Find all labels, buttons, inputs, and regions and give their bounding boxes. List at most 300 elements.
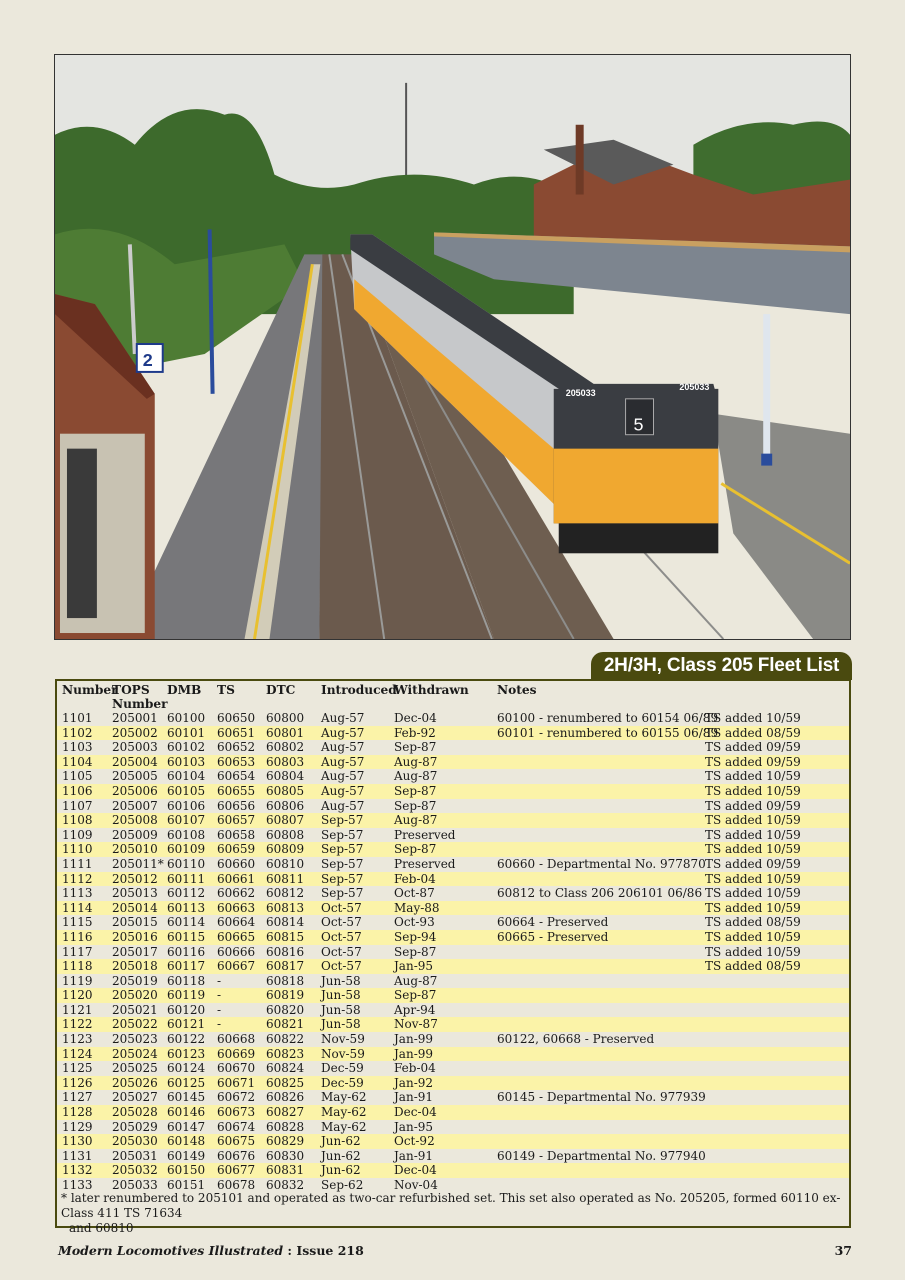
cell-ts: 60662 [217, 886, 256, 901]
cell-withdrawn: Jan-91 [394, 1148, 434, 1163]
cell-dtc: 60827 [266, 1105, 305, 1120]
cell-withdrawn: Aug-87 [394, 813, 438, 828]
cell-number: 1127 [62, 1090, 93, 1105]
cell-notes: 60145 - Departmental No. 977939 [497, 1090, 706, 1105]
cell-number: 1120 [62, 988, 93, 1003]
cell-tops: 205011* [112, 856, 164, 871]
header-dmb: DMB [167, 683, 202, 697]
cell-ts: 60656 [217, 798, 256, 813]
table-row [57, 1090, 849, 1105]
cell-ts: 60651 [217, 725, 256, 740]
cell-ts: - [217, 1017, 222, 1032]
page-number: 37 [834, 1243, 852, 1258]
cell-number: 1131 [62, 1148, 93, 1163]
cell-ts: 60652 [217, 740, 256, 755]
cell-withdrawn: Preserved [394, 827, 456, 842]
cell-ts-added: TS added 10/59 [705, 711, 801, 725]
header-withdrawn: Withdrawn [394, 683, 469, 697]
cell-introduced: May-62 [321, 1105, 367, 1120]
cell-dtc: 60816 [266, 944, 305, 959]
cell-dmb: 60120 [167, 1002, 206, 1017]
cell-dtc: 60802 [266, 740, 305, 755]
cell-dmb: 60100 [167, 711, 206, 725]
cell-dmb: 60101 [167, 725, 206, 740]
cell-number: 1114 [62, 900, 93, 915]
cell-tops: 205005 [112, 769, 158, 784]
issue-number: Issue 218 [296, 1243, 364, 1258]
cell-dmb: 60149 [167, 1148, 206, 1163]
table-row [57, 930, 849, 945]
cell-number: 1118 [62, 959, 93, 974]
cell-tops: 205007 [112, 798, 158, 813]
cell-tops: 205030 [112, 1134, 158, 1149]
cell-dmb: 60111 [167, 871, 206, 886]
cell-withdrawn: Jan-95 [394, 959, 434, 974]
cell-ts-added: TS added 10/59 [705, 827, 801, 842]
footer-separator: : [283, 1243, 297, 1258]
table-row [57, 1134, 849, 1149]
cell-ts: 60655 [217, 783, 256, 798]
cell-withdrawn: Sep-87 [394, 988, 437, 1003]
train-number-left: 205033 [565, 387, 596, 398]
cell-number: 1107 [62, 798, 93, 813]
cell-withdrawn: Aug-87 [394, 754, 438, 769]
cell-withdrawn: Jan-99 [394, 1046, 434, 1061]
cell-notes: 60812 to Class 206 206101 06/86 [497, 886, 703, 901]
cell-number: 1122 [62, 1017, 93, 1032]
cell-withdrawn: Oct-87 [394, 886, 435, 901]
cell-dtc: 60804 [266, 769, 305, 784]
cell-dmb: 60107 [167, 813, 206, 828]
cell-introduced: Sep-57 [321, 856, 364, 871]
cell-withdrawn: Nov-04 [394, 1178, 438, 1192]
cell-dtc: 60831 [266, 1163, 305, 1178]
cell-introduced: Aug-57 [321, 783, 365, 798]
cell-number: 1109 [62, 827, 93, 842]
cell-dmb: 60110 [167, 856, 206, 871]
cell-ts: 60664 [217, 915, 256, 930]
cell-ts-added: TS added 10/59 [705, 929, 801, 944]
cell-tops: 205022 [112, 1017, 158, 1032]
cell-dtc: 60822 [266, 1032, 305, 1047]
cell-withdrawn: Jan-95 [394, 1119, 434, 1134]
cell-introduced: Oct-57 [321, 944, 362, 959]
cell-notes: 60122, 60668 - Preserved [497, 1032, 655, 1047]
cell-dmb: 60146 [167, 1105, 206, 1120]
cell-introduced: Oct-57 [321, 900, 362, 915]
cell-ts: 60673 [217, 1105, 256, 1120]
cell-dtc: 60810 [266, 856, 305, 871]
cell-number: 1124 [62, 1046, 93, 1061]
cell-dmb: 60104 [167, 769, 206, 784]
cell-ts: 60671 [217, 1075, 256, 1090]
cell-dmb: 60151 [167, 1178, 206, 1192]
cell-withdrawn: Dec-04 [394, 711, 437, 725]
table-row [57, 1017, 849, 1032]
cell-dmb: 60124 [167, 1061, 206, 1076]
cell-dmb: 60106 [167, 798, 206, 813]
cell-withdrawn: Feb-92 [394, 725, 436, 740]
cell-dmb: 60115 [167, 929, 206, 944]
cell-tops: 205023 [112, 1032, 158, 1047]
cell-ts-added: TS added 08/59 [705, 959, 801, 974]
cell-notes: 60660 - Departmental No. 977870 [497, 856, 706, 871]
header-number: Number [62, 683, 118, 697]
cell-ts-added: TS added 09/59 [705, 754, 801, 769]
cell-ts: 60668 [217, 1032, 256, 1047]
cell-ts: - [217, 988, 222, 1003]
cell-introduced: Aug-57 [321, 711, 365, 725]
cell-dmb: 60105 [167, 783, 206, 798]
cell-dtc: 60821 [266, 1017, 305, 1032]
cell-ts-added: TS added 09/59 [705, 856, 801, 871]
table-row [57, 755, 849, 770]
cell-number: 1102 [62, 725, 93, 740]
cell-number: 1106 [62, 783, 93, 798]
cell-ts-added: TS added 08/59 [705, 725, 801, 740]
cell-withdrawn: Feb-04 [394, 871, 436, 886]
cell-number: 1110 [62, 842, 93, 857]
cell-ts: 60659 [217, 842, 256, 857]
cell-number: 1130 [62, 1134, 93, 1149]
cell-introduced: Jun-58 [321, 1017, 361, 1032]
table-row [57, 740, 849, 755]
table-footnote [61, 1191, 847, 1236]
cell-ts-added: TS added 08/59 [705, 915, 801, 930]
cell-introduced: Jun-58 [321, 988, 361, 1003]
cell-introduced: Aug-57 [321, 798, 365, 813]
cell-tops: 205027 [112, 1090, 158, 1105]
cell-ts: 60675 [217, 1134, 256, 1149]
cell-number: 1108 [62, 813, 93, 828]
fleet-list-table [55, 679, 851, 1235]
cell-withdrawn: Sep-94 [394, 929, 437, 944]
cell-introduced: May-62 [321, 1090, 367, 1105]
cell-tops: 205029 [112, 1119, 158, 1134]
cell-introduced: Dec-59 [321, 1061, 364, 1076]
cell-tops: 205010 [112, 842, 158, 857]
cell-dtc: 60808 [266, 827, 305, 842]
header-dtc: DTC [266, 683, 296, 697]
cell-introduced: Jun-62 [321, 1163, 361, 1178]
cell-number: 1103 [62, 740, 93, 755]
cell-dtc: 60809 [266, 842, 305, 857]
cell-dtc: 60818 [266, 973, 305, 988]
cell-tops: 205018 [112, 959, 158, 974]
fleet-list-title: 2H/3H, Class 205 Fleet List [591, 652, 852, 680]
cell-dmb: 60116 [167, 944, 206, 959]
header-ts: TS [217, 683, 235, 697]
cell-dmb: 60150 [167, 1163, 206, 1178]
footnote-line-1: * later renumbered to 205101 and operated as two-car refurbished set. This set also operated as No. 205205, formed 60110 ex-Class 411 TS 71634 [61, 1191, 841, 1220]
cell-dmb: 60113 [167, 900, 206, 915]
table-row [57, 711, 849, 726]
cell-tops: 205001 [112, 711, 158, 725]
cell-ts-added: TS added 10/59 [705, 813, 801, 828]
cell-withdrawn: May-88 [394, 900, 440, 915]
cell-dtc: 60829 [266, 1134, 305, 1149]
cell-introduced: Aug-57 [321, 754, 365, 769]
cell-dmb: 60108 [167, 827, 206, 842]
cell-dmb: 60102 [167, 740, 206, 755]
cell-dtc: 60813 [266, 900, 305, 915]
cell-withdrawn: Sep-87 [394, 944, 437, 959]
cell-tops: 205017 [112, 944, 158, 959]
cell-withdrawn: Dec-04 [394, 1163, 437, 1178]
table-row [57, 1076, 849, 1091]
cell-withdrawn: Sep-87 [394, 798, 437, 813]
cell-tops: 205020 [112, 988, 158, 1003]
cell-notes: 60664 - Preserved [497, 915, 609, 930]
cell-dmb: 60148 [167, 1134, 206, 1149]
cell-dmb: 60121 [167, 1017, 206, 1032]
header-tops-sub: Number [112, 697, 168, 711]
cell-tops: 205012 [112, 871, 158, 886]
cell-withdrawn: Preserved [394, 856, 456, 871]
cell-ts: 60665 [217, 929, 256, 944]
cell-ts: 60674 [217, 1119, 256, 1134]
cell-ts-added: TS added 10/59 [705, 842, 801, 857]
cell-dtc: 60825 [266, 1075, 305, 1090]
cell-tops: 205013 [112, 886, 158, 901]
cell-ts-added: TS added 10/59 [705, 900, 801, 915]
table-row [57, 842, 849, 857]
table-row [57, 1105, 849, 1120]
cell-dtc: 60805 [266, 783, 305, 798]
table-row [57, 1163, 849, 1178]
cell-introduced: Jun-62 [321, 1134, 361, 1149]
cell-tops: 205006 [112, 783, 158, 798]
cell-ts: 60654 [217, 769, 256, 784]
cell-number: 1126 [62, 1075, 93, 1090]
cell-dtc: 60815 [266, 929, 305, 944]
header-notes: Notes [497, 683, 537, 697]
cell-ts: 60653 [217, 754, 256, 769]
cell-number: 1129 [62, 1119, 93, 1134]
cell-dtc: 60812 [266, 886, 305, 901]
cell-dtc: 60830 [266, 1148, 305, 1163]
cell-tops: 205008 [112, 813, 158, 828]
cell-dmb: 60147 [167, 1119, 206, 1134]
cell-dtc: 60826 [266, 1090, 305, 1105]
cell-dtc: 60828 [266, 1119, 305, 1134]
cell-tops: 205026 [112, 1075, 158, 1090]
cell-number: 1104 [62, 754, 93, 769]
cell-introduced: Sep-57 [321, 813, 364, 828]
table-row [57, 1032, 849, 1047]
cell-dtc: 60820 [266, 1002, 305, 1017]
cell-number: 1116 [62, 929, 93, 944]
cell-withdrawn: Nov-87 [394, 1017, 438, 1032]
cell-dtc: 60811 [266, 871, 305, 886]
cell-number: 1119 [62, 973, 93, 988]
cell-dmb: 60109 [167, 842, 206, 857]
cell-number: 1132 [62, 1163, 93, 1178]
cell-ts: - [217, 973, 222, 988]
cell-ts: 60658 [217, 827, 256, 842]
cell-introduced: Jun-58 [321, 1002, 361, 1017]
table-row [57, 1149, 849, 1164]
train-number-right: 205033 [679, 381, 710, 392]
cell-dmb: 60114 [167, 915, 206, 930]
header-tops: TOPS [112, 683, 150, 697]
magazine-footer [58, 1243, 364, 1258]
cell-ts: 60667 [217, 959, 256, 974]
cell-ts: 60666 [217, 944, 256, 959]
magazine-name: Modern Locomotives Illustrated [58, 1243, 284, 1258]
cell-withdrawn: Apr-94 [394, 1002, 436, 1017]
cell-withdrawn: Sep-87 [394, 783, 437, 798]
cell-introduced: Sep-62 [321, 1178, 364, 1192]
table-row [57, 988, 849, 1003]
cell-dtc: 60803 [266, 754, 305, 769]
cell-introduced: May-62 [321, 1119, 367, 1134]
cell-tops: 205021 [112, 1002, 158, 1017]
cell-dmb: 60123 [167, 1046, 206, 1061]
cell-ts-added: TS added 10/59 [705, 944, 801, 959]
cell-number: 1101 [62, 711, 93, 725]
table-row [57, 726, 849, 741]
cell-introduced: Jun-58 [321, 973, 361, 988]
cell-notes: 60149 - Departmental No. 977940 [497, 1148, 706, 1163]
table-row [57, 1047, 849, 1062]
cell-ts: 60678 [217, 1178, 256, 1192]
table-row [57, 857, 849, 872]
cell-introduced: Jun-62 [321, 1148, 361, 1163]
cell-dtc: 60819 [266, 988, 305, 1003]
cell-ts: 60676 [217, 1148, 256, 1163]
photo-illustration [55, 55, 850, 639]
cell-tops: 205019 [112, 973, 158, 988]
cell-dtc: 60806 [266, 798, 305, 813]
table-row [57, 1120, 849, 1135]
cell-tops: 205032 [112, 1163, 158, 1178]
cell-dmb: 60145 [167, 1090, 206, 1105]
cell-ts: 60669 [217, 1046, 256, 1061]
cell-tops: 205025 [112, 1061, 158, 1076]
table-row [57, 813, 849, 828]
cell-dtc: 60824 [266, 1061, 305, 1076]
cell-tops: 205002 [112, 725, 158, 740]
cell-number: 1123 [62, 1032, 93, 1047]
table-row [57, 872, 849, 887]
cell-withdrawn: Oct-93 [394, 915, 435, 930]
cell-number: 1115 [62, 915, 93, 930]
cell-introduced: Nov-59 [321, 1046, 365, 1061]
cell-withdrawn: Aug-87 [394, 769, 438, 784]
cell-introduced: Sep-57 [321, 886, 364, 901]
cell-withdrawn: Jan-99 [394, 1032, 434, 1047]
cell-introduced: Aug-57 [321, 740, 365, 755]
table-row [57, 799, 849, 814]
cell-tops: 205009 [112, 827, 158, 842]
cell-dtc: 60832 [266, 1178, 305, 1192]
cell-number: 1117 [62, 944, 93, 959]
cell-ts-added: TS added 10/59 [705, 871, 801, 886]
cell-tops: 205014 [112, 900, 158, 915]
cell-ts: 60670 [217, 1061, 256, 1076]
table-header [57, 681, 849, 711]
header-introduced: Introduced [321, 683, 397, 697]
cell-dmb: 60119 [167, 988, 206, 1003]
cell-dtc: 60814 [266, 915, 305, 930]
cell-introduced: Nov-59 [321, 1032, 365, 1047]
footnote-line-2: and 60810 [69, 1221, 134, 1235]
cell-ts-added: TS added 09/59 [705, 798, 801, 813]
cell-number: 1112 [62, 871, 93, 886]
table-row [57, 945, 849, 960]
cell-introduced: Sep-57 [321, 842, 364, 857]
cell-notes: 60100 - renumbered to 60154 06/89 [497, 711, 719, 725]
cell-tops: 205003 [112, 740, 158, 755]
table-row [57, 1061, 849, 1076]
table-row [57, 769, 849, 784]
table-row [57, 828, 849, 843]
cell-ts-added: TS added 10/59 [705, 783, 801, 798]
table-row [57, 1003, 849, 1018]
cell-tops: 205004 [112, 754, 158, 769]
cell-dtc: 60807 [266, 813, 305, 828]
cell-withdrawn: Sep-87 [394, 842, 437, 857]
cell-introduced: Oct-57 [321, 959, 362, 974]
cell-notes: 60101 - renumbered to 60155 06/89 [497, 725, 719, 740]
cell-ts: 60672 [217, 1090, 256, 1105]
cell-ts: 60663 [217, 900, 256, 915]
table-row [57, 784, 849, 799]
cell-withdrawn: Aug-87 [394, 973, 438, 988]
cell-tops: 205015 [112, 915, 158, 930]
cell-ts-added: TS added 10/59 [705, 886, 801, 901]
cell-withdrawn: Dec-04 [394, 1105, 437, 1120]
cell-withdrawn: Feb-04 [394, 1061, 436, 1076]
table-row [57, 915, 849, 930]
cell-dmb: 60125 [167, 1075, 206, 1090]
cell-dmb: 60118 [167, 973, 206, 988]
cell-number: 1105 [62, 769, 93, 784]
cell-tops: 205024 [112, 1046, 158, 1061]
table-row [57, 886, 849, 901]
cell-introduced: Oct-57 [321, 915, 362, 930]
cell-number: 1113 [62, 886, 93, 901]
cell-dmb: 60103 [167, 754, 206, 769]
cell-ts: 60660 [217, 856, 256, 871]
cell-dmb: 60117 [167, 959, 206, 974]
cell-dtc: 60800 [266, 711, 305, 725]
cell-tops: 205033 [112, 1178, 158, 1192]
cell-introduced: Sep-57 [321, 827, 364, 842]
cell-ts: 60677 [217, 1163, 256, 1178]
cell-withdrawn: Oct-92 [394, 1134, 435, 1149]
cell-introduced: Aug-57 [321, 769, 365, 784]
cell-ts: 60661 [217, 871, 256, 886]
cell-ts: - [217, 1002, 222, 1017]
cell-ts: 60650 [217, 711, 256, 725]
cell-ts-added: TS added 09/59 [705, 740, 801, 755]
cell-introduced: Sep-57 [321, 871, 364, 886]
headcode-label: 5 [633, 414, 644, 435]
cell-dmb: 60122 [167, 1032, 206, 1047]
cell-number: 1125 [62, 1061, 93, 1076]
cell-number: 1133 [62, 1178, 93, 1192]
cell-ts: 60657 [217, 813, 256, 828]
table-body [57, 711, 849, 1193]
cell-number: 1128 [62, 1105, 93, 1120]
cell-number: 1121 [62, 1002, 93, 1017]
table-row [57, 959, 849, 974]
cell-notes: 60665 - Preserved [497, 929, 609, 944]
cell-dtc: 60801 [266, 725, 305, 740]
cell-dtc: 60823 [266, 1046, 305, 1061]
